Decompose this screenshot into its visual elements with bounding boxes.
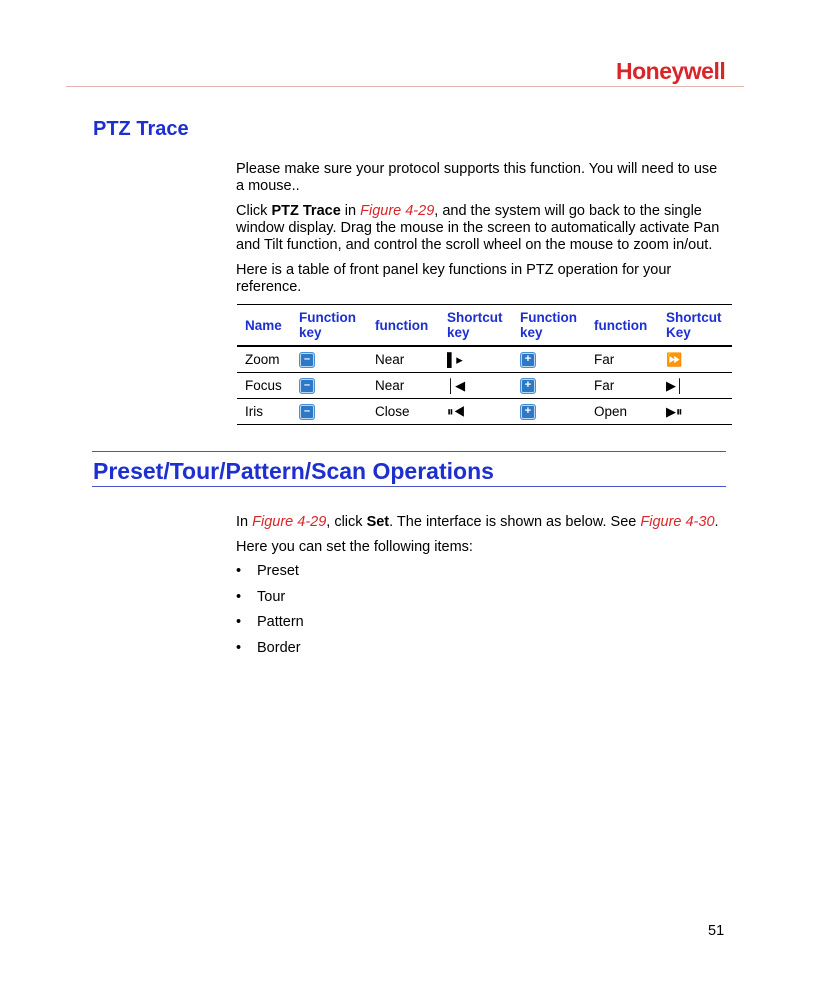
figure-ref[interactable]: Figure 4-29	[360, 203, 435, 219]
table-row	[237, 399, 732, 425]
list-item: • Border	[236, 639, 301, 656]
col-header-function: function	[367, 305, 439, 347]
bullet-icon: •	[236, 614, 242, 630]
table-row	[237, 346, 732, 373]
cell-function-2: Far	[586, 373, 658, 399]
paragraph-items-intro: Here you can set the following items:	[236, 539, 473, 555]
figure-ref-2[interactable]: Figure 4-30	[640, 514, 715, 530]
table-row	[237, 373, 732, 399]
cell-shortcut-icon: ⏸◀	[439, 399, 512, 425]
settable-items-list	[236, 563, 304, 665]
section-rule-top	[92, 451, 726, 452]
plus-key-icon	[520, 404, 536, 420]
page-number: 51	[708, 923, 725, 939]
cell-function-key-2	[512, 346, 586, 373]
cell-function: Near	[367, 373, 439, 399]
minus-key-icon	[299, 404, 315, 420]
cell-function-2: Far	[586, 346, 658, 373]
ptz-key-function-table	[237, 304, 732, 425]
cell-shortcut-icon-2: ⏩	[658, 346, 732, 373]
paragraph-set-instructions: In Figure 4-29, click Set. The interface is shown as below. See Figure 4-30.	[236, 514, 719, 530]
col-header-function-2: function	[586, 305, 658, 347]
paragraph-ptz-trace-instructions: Click PTZ Trace in Figure 4-29, and the system will go back to the single window display. Drag the mouse in the screen to automatically activate Pan and Tilt function, and control the scroll wheel on the mouse to zoom in/out.	[236, 203, 720, 253]
plus-key-icon	[520, 352, 536, 368]
cell-function: Near	[367, 346, 439, 373]
minus-key-icon	[299, 378, 315, 394]
header-divider	[66, 86, 744, 87]
col-header-function-key: Function key	[291, 305, 367, 347]
cell-function: Close	[367, 399, 439, 425]
list-item: • Tour	[236, 588, 286, 605]
cell-name: Focus	[237, 373, 291, 399]
plus-key-icon	[520, 378, 536, 394]
honeywell-logo: Honeywell	[616, 58, 726, 84]
paragraph-protocol-note: Please make sure your protocol supports this function. You will need to use a mouse..	[236, 161, 718, 194]
cell-function-key-2	[512, 373, 586, 399]
cell-function-key	[291, 373, 367, 399]
cell-function-key-2	[512, 399, 586, 425]
cell-shortcut-icon: ▌▸	[439, 346, 512, 373]
cell-function-key	[291, 399, 367, 425]
section-rule-bottom	[92, 486, 726, 487]
cell-name: Zoom	[237, 346, 291, 373]
section-title-preset-operations: Preset/Tour/Pattern/Scan Operations	[93, 458, 494, 484]
cell-function-key	[291, 346, 367, 373]
col-header-shortcut-key: Shortcut key	[439, 305, 512, 347]
bullet-icon: •	[236, 588, 242, 605]
list-item: • Preset	[236, 563, 299, 579]
cell-function-2: Open	[586, 399, 658, 425]
figure-ref[interactable]: Figure 4-29	[252, 514, 327, 530]
col-header-shortcut-key-2: Shortcut Key	[658, 305, 732, 347]
list-item: • Pattern	[236, 614, 304, 630]
section-title-ptz-trace: PTZ Trace	[93, 118, 189, 140]
cell-shortcut-icon: │◀	[439, 373, 512, 399]
cell-shortcut-icon-2: ▶⏸	[658, 399, 732, 425]
paragraph-table-intro: Here is a table of front panel key functions in PTZ operation for your reference.	[236, 262, 672, 295]
bullet-icon: •	[236, 563, 242, 579]
cell-name: Iris	[237, 399, 291, 425]
col-header-name: Name	[237, 305, 291, 347]
col-header-function-key-2: Function key	[512, 305, 586, 347]
preset-operations-body	[236, 514, 728, 564]
minus-key-icon	[299, 352, 315, 368]
ptz-trace-body	[236, 161, 728, 304]
bullet-icon: •	[236, 639, 242, 656]
cell-shortcut-icon-2: ▶│	[658, 373, 732, 399]
table-header-row	[237, 305, 732, 347]
